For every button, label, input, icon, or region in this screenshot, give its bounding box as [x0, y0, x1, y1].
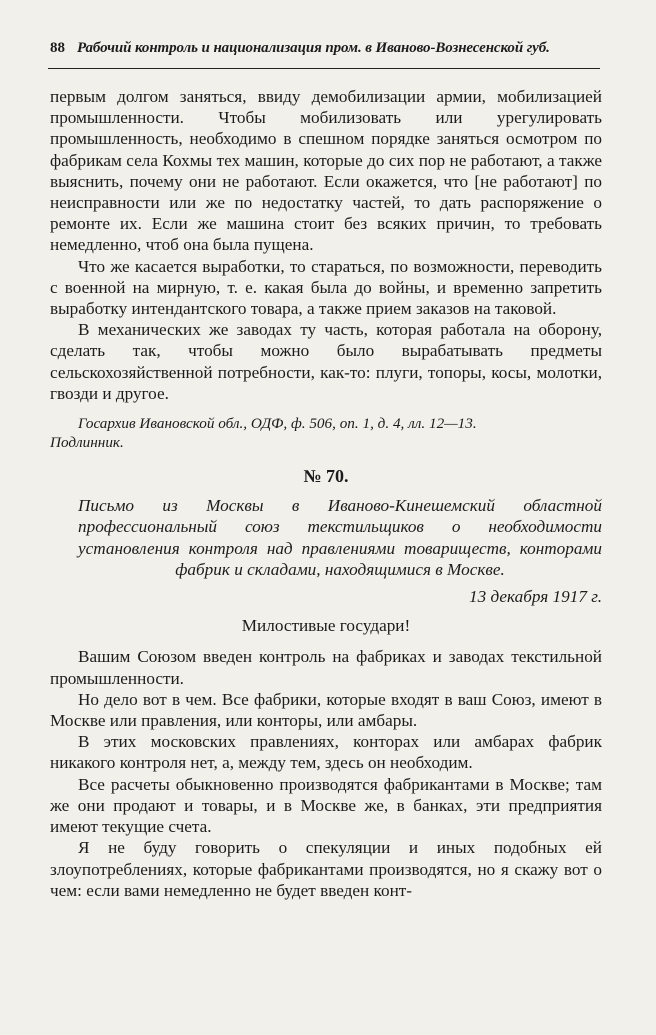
header-rule	[48, 68, 600, 69]
paragraph: Все расчеты обыкновенно производятся фабрикантами в Москве; там же они продают и товары, и в Москве же, в банках, эти предприятия имеют текущие счета.	[50, 774, 602, 837]
archive-source	[50, 414, 602, 452]
paragraph: Что же касается выработки, то стараться, по возможности, переводить с военной на мирную, т. е. какая была до войны, и временно запретить выработку интендантского товара, а также прием заказов на таковой.	[50, 256, 602, 319]
document-title: Письмо из Москвы в Иваново-Кинешемский областной профессиональный союз текстильщиков о необходимости установления контроля над правлениями товариществ, конторами фабрик и складами, находящимися в Москве.	[78, 496, 602, 579]
page-header	[50, 38, 600, 58]
document-number: № 70.	[303, 466, 349, 487]
archive-reference: Госархив Ивановской обл., ОДФ, ф. 506, оп. 1, д. 4, лл. 12—13.	[78, 415, 477, 433]
paragraph: Но дело вот в чем. Все фабрики, которые входят в ваш Союз, имеют в Москве или правления, или конторы, или амбары.	[50, 689, 602, 731]
paragraph: В этих московских правлениях, конторах или амбарах фабрик никакого контроля нет, а, между тем, здесь он необходим.	[50, 732, 602, 773]
page-body	[50, 86, 602, 901]
paragraph: первым долгом заняться, ввиду демобилизации армии, мобилизацией промышленности. Чтобы мобилизовать или урегулировать промышленность, необходимо в спешном порядке заняться осмотром по фабрикам села Кохмы тех машин, которые до сих пор не работают, а также выяснить, почему они не работают. Если окажется, что [не работают] по неисправности или же по недостатку частей, то дать распоряжение о ремонте их. Если же машина стоит без всяких причин, то требовать немедленно, чтоб она была пущена.	[50, 87, 602, 255]
paragraph: В механических же заводах ту часть, которая работала на оборону, сделать так, чтобы можно было вырабатывать предметы сельскохозяйственной потребности, как-то: плуги, топоры, косы, молотки, гвозди и другое.	[50, 320, 602, 403]
running-title: Рабочий контроль и национализация пром. в Иваново-Вознесенской губ.	[77, 40, 550, 56]
page-number: 88	[50, 40, 65, 56]
document-date: 13 декабря 1917 г.	[469, 587, 602, 607]
salutation: Милостивые государи!	[241, 616, 411, 636]
paragraph: Я не буду говорить о спекуляции и иных подобных ей злоупотреблениях, которые фабрикантами производятся, но я скажу вот о чем: если вами немедленно не будет введен конт-	[50, 838, 602, 900]
paragraph: Вашим Союзом введен контроль на фабриках и заводах текстильной промышленности.	[50, 647, 602, 688]
original-note: Подлинник.	[50, 434, 124, 452]
